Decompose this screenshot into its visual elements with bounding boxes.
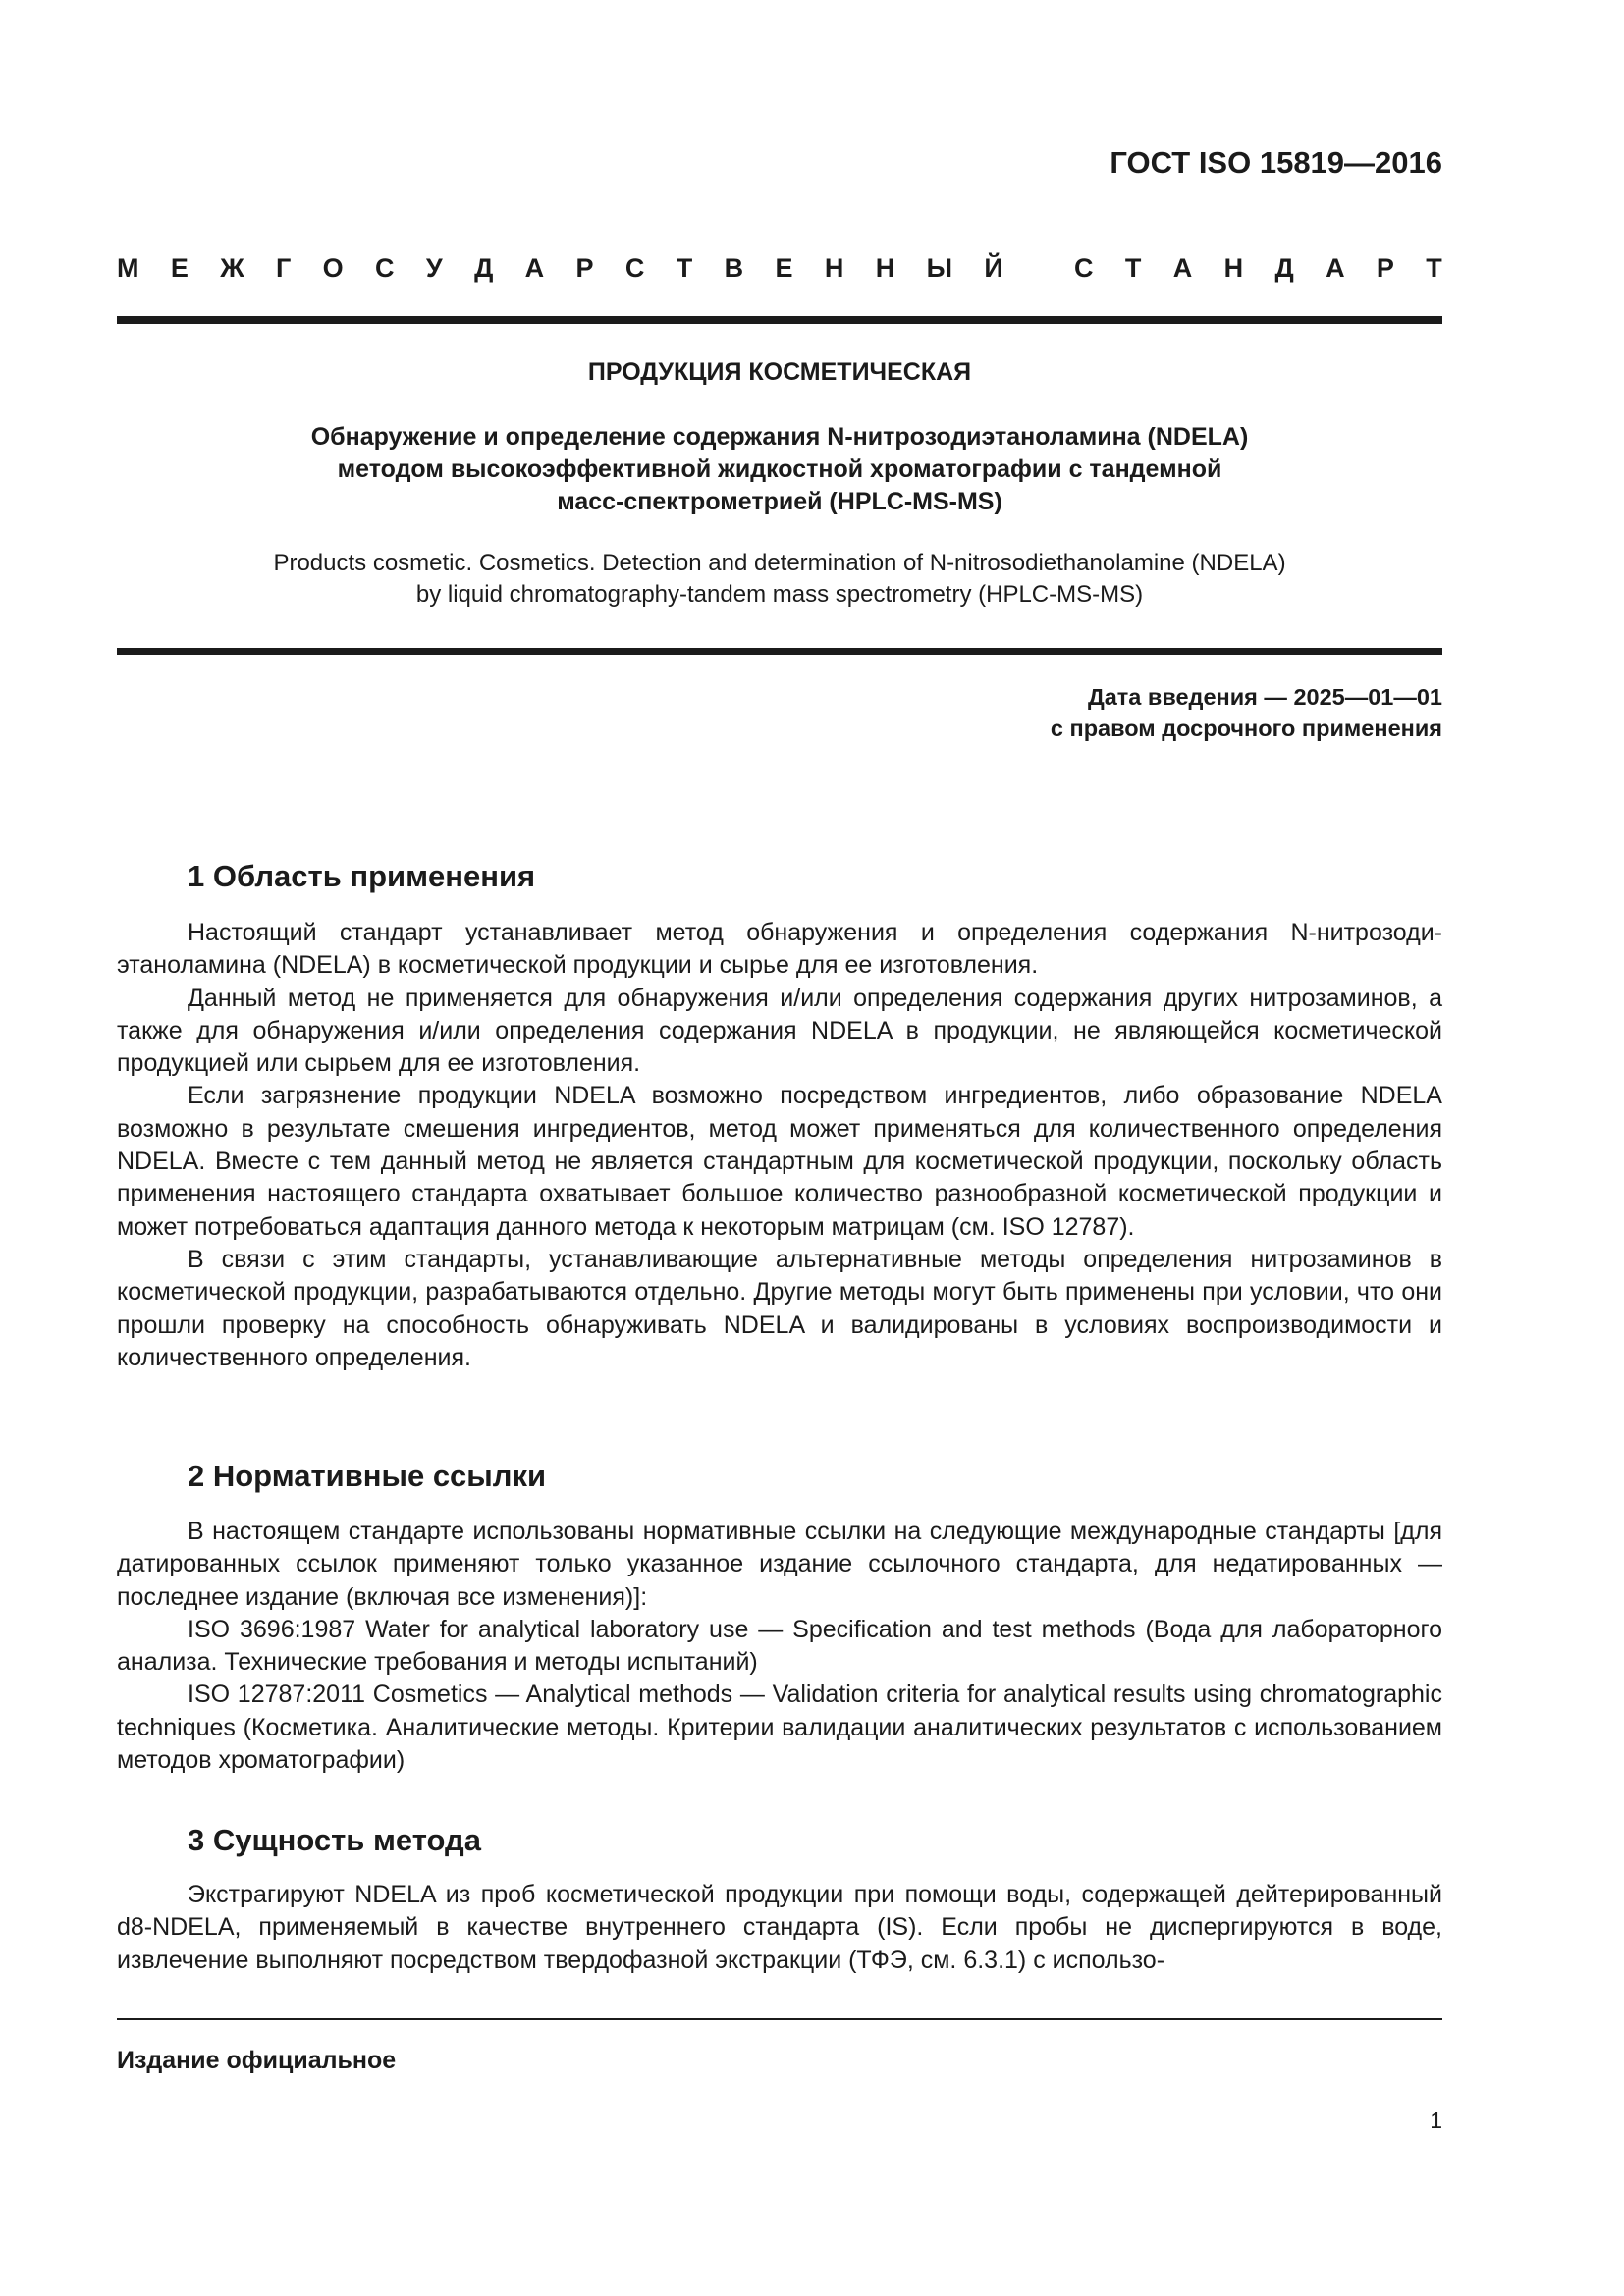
section-body-method-principle xyxy=(117,1879,1442,1977)
page-number: 1 xyxy=(1430,2108,1442,2133)
banner-letter: С xyxy=(624,253,645,283)
reference-iso-3696: ISO 3696:1987 Water for analytical laboratory use — Specification and test methods (Вода для лабораторного анализа. Технические требования и методы испытаний) xyxy=(117,1615,1442,1677)
banner-letter: Д xyxy=(474,253,494,283)
english-title-line: by liquid chromatography-tandem mass spectrometry (HPLC-MS-MS) xyxy=(415,581,1144,608)
early-application-note: с правом досрочного применения xyxy=(1050,716,1442,741)
paragraph: В настоящем стандарте использованы нормативные ссылки на следующие международные стандарты [для датированных ссылок применяют только указанное издание ссылочного стандарта, для недатированных — последнее издание (включая все изменения)]: xyxy=(117,1518,1442,1611)
section-body-normative-references xyxy=(117,1516,1442,1777)
russian-title-line: масс-спектрометрией (HPLC-MS-MS) xyxy=(557,488,1002,515)
document-page xyxy=(117,0,1442,2296)
section-heading-scope: 1 Область применения xyxy=(188,859,536,893)
paragraph: Настоящий стандарт устанавливает метод обнаружения и определения содержания N-нитрозодиэтаноламина (NDELA) в косметической продукции и сырье для ее изготовления. xyxy=(117,919,1442,980)
russian-title xyxy=(117,421,1442,518)
banner-letter: Н xyxy=(824,253,844,283)
header-rule xyxy=(117,316,1442,324)
english-title-line: Products cosmetic. Cosmetics. Detection and determination of N-nitrosodiethanolamine (NDELA) xyxy=(273,550,1286,576)
paragraph: Экстрагируют NDELA из проб косметической продукции при помощи воды, содержащей дейтерированный d8-NDELA, применяемый в качестве внутреннего стандарта (IS). Если пробы не диспергируются в воде, извлечение выполняют посредством твердофазной экстракции (ТФЭ, см. 6.3.1) с использо- xyxy=(117,1881,1442,1974)
section-heading-method-principle: 3 Сущность метода xyxy=(188,1823,481,1857)
introduction-date-line: Дата введения — 2025—01—01 xyxy=(1087,684,1442,710)
paragraph: Если загрязнение продукции NDELA возможно посредством ингредиентов, либо образование NDELA возможно в результате смешения ингредиентов, метод может применяться для количественного определения NDELA. Вместе с тем данный метод не является стандартным для косметической продукции, поскольку область применения настоящего стандарта охватывает большое количество разнообразной косметической продукции и может потребоваться адаптация данного метода к некоторым матрицам (см. ISO 12787). xyxy=(117,1082,1442,1241)
banner-letter: Т xyxy=(1124,253,1142,283)
banner-letter: Т xyxy=(676,253,693,283)
banner-letter: С xyxy=(1074,253,1094,283)
russian-title-line: методом высокоэффективной жидкостной хроматографии с тандемной xyxy=(337,455,1222,483)
banner-word-gap xyxy=(1035,253,1043,284)
banner-letter: Е xyxy=(170,253,189,283)
banner-letter: Й xyxy=(984,253,1003,283)
introduction-date xyxy=(1051,681,1442,744)
banner-letter: М xyxy=(117,253,139,283)
paragraph: В связи с этим стандарты, устанавливающие альтернативные методы определения нитрозаминов в косметической продукции, разрабатываются отдельно. Другие методы могут быть применены при условии, что они прошли проверку на способность обнаруживать NDELA и валидированы в условиях воспроизводимости и количественного определения. xyxy=(117,1245,1442,1371)
standard-designation: ГОСТ ISO 15819—2016 xyxy=(1110,145,1442,180)
banner-letter: Ы xyxy=(926,253,953,283)
banner-letter: А xyxy=(1172,253,1193,283)
banner-letter: У xyxy=(425,253,443,283)
banner-letter: С xyxy=(375,253,395,283)
banner-letter: А xyxy=(524,253,545,283)
banner-letter: Ж xyxy=(220,253,244,283)
banner-letter: Н xyxy=(875,253,895,283)
banner-letter: Р xyxy=(1376,253,1394,283)
interstate-standard-banner xyxy=(117,253,1442,284)
banner-letter: Д xyxy=(1274,253,1294,283)
footer-rule xyxy=(117,2018,1442,2020)
english-title xyxy=(117,548,1442,611)
banner-letter: В xyxy=(724,253,744,283)
banner-letter: Е xyxy=(775,253,793,283)
official-edition-label: Издание официальное xyxy=(117,2047,397,2074)
banner-letter: Н xyxy=(1223,253,1244,283)
banner-letter: А xyxy=(1326,253,1345,283)
banner-letter: Р xyxy=(575,253,594,283)
section-heading-normative-references: 2 Нормативные ссылки xyxy=(188,1459,547,1493)
banner-letter: Г xyxy=(276,253,292,283)
paragraph: Данный метод не применяется для обнаружения и/или определения содержания других нитрозаминов, а также для обнаружения и/или определения содержания NDELA в продукции, не являющейся косметической продукцией или сырьем для ее изготовления. xyxy=(117,984,1442,1078)
banner-letter: Т xyxy=(1426,253,1442,283)
banner-letter: О xyxy=(322,253,344,283)
section-body-scope xyxy=(117,917,1442,1374)
reference-iso-12787: ISO 12787:2011 Cosmetics — Analytical methods — Validation criteria for analytical results using chromatographic techniques (Косметика. Аналитические методы. Критерии валидации аналитических результатов с использованием методов хроматографии) xyxy=(117,1681,1442,1775)
product-category-title: ПРОДУКЦИЯ КОСМЕТИЧЕСКАЯ xyxy=(587,358,972,386)
title-rule xyxy=(117,648,1442,655)
russian-title-line: Обнаружение и определение содержания N-нитрозодиэтаноламина (NDELA) xyxy=(310,423,1249,451)
